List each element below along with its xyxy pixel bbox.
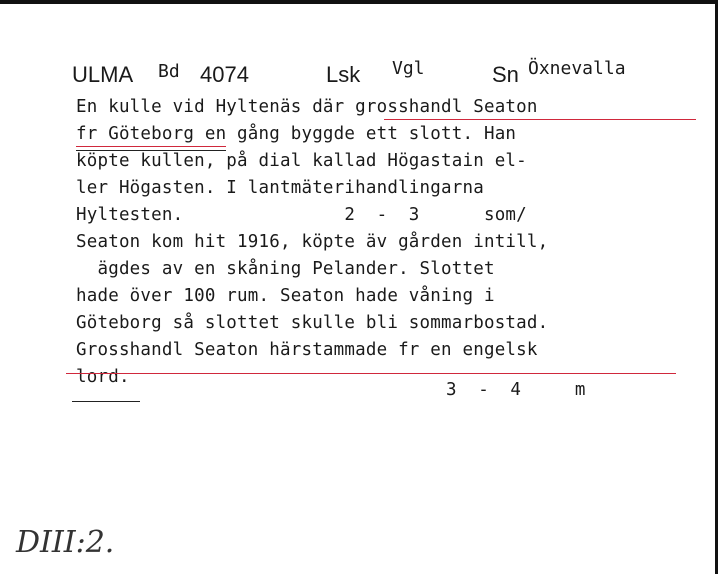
archive-label: ULMA (72, 62, 134, 87)
text-line: Hyltesten. 2 - 3 som/ (76, 205, 527, 225)
text-line: Göteborg så slottet skulle bli sommarbostad. (76, 313, 549, 333)
parish-label: Sn (492, 62, 519, 87)
text-line: hade över 100 rum. Seaton hade våning i (76, 286, 495, 306)
handwritten-signature: DIII:2. (16, 525, 115, 560)
text-line: fr Göteborg en gång byggde ett slott. Han (76, 124, 517, 144)
underline-mark (384, 119, 696, 120)
text-line: lord. (76, 367, 130, 387)
ref-prefix: Bd (158, 61, 180, 82)
underline-mark (66, 373, 676, 374)
text-line: Seaton kom hit 1916, köpte äv gården intill, (76, 232, 549, 252)
parish-value: Öxnevalla (528, 58, 626, 79)
text-line: Grosshandl Seaton härstammade fr en engelsk (76, 340, 538, 360)
district-label: Lsk (326, 62, 361, 87)
underline-mark (76, 150, 226, 151)
underline-mark (72, 401, 140, 402)
text-line: ler Högasten. I lantmäterihandlingarna (76, 178, 484, 198)
card-top-edge (0, 0, 718, 4)
text-line: köpte kullen, på dial kallad Högastain el- (76, 151, 527, 171)
footer-ref: 3 - 4 m (446, 380, 586, 400)
ref-number: 4074 (200, 62, 249, 87)
card-header (72, 58, 692, 94)
district-value: Vgl (392, 58, 425, 79)
underline-mark (76, 146, 226, 147)
text-line: ägdes av en skåning Pelander. Slottet (76, 259, 495, 279)
text-line: En kulle vid Hyltenäs där grosshandl Seaton (76, 97, 538, 117)
